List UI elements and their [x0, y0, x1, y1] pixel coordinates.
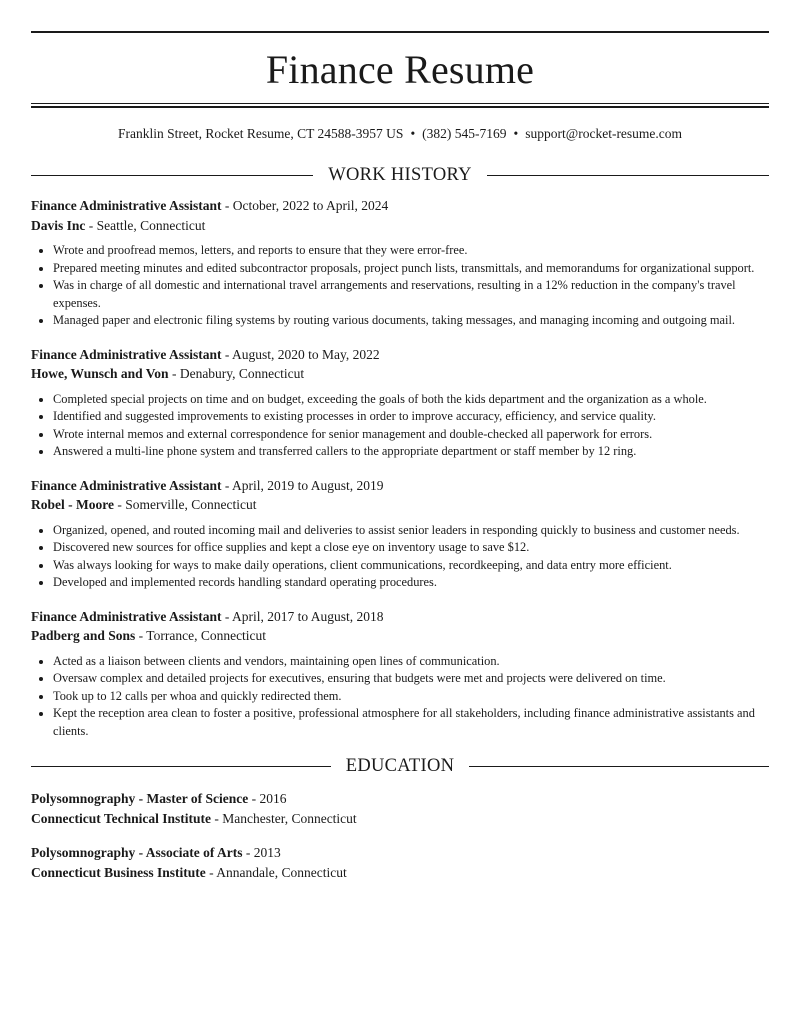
job-bullet: • Acted as a liaison between clients and vendors, maintaining open lines of communication. [53, 653, 769, 671]
job-bullets [31, 653, 769, 741]
job-bullet: • Organized, opened, and routed incoming mail and deliveries to assist senior leaders in responding quickly to business and customer needs. [53, 522, 769, 540]
job-bullet: • Was in charge of all domestic and international travel arrangements and reservations, resulting in a 12% reduction in the company's travel expenses. [53, 277, 769, 312]
job-company-line [31, 495, 769, 515]
job-title-line [31, 607, 769, 627]
job-bullet: • Kept the reception area clean to foster a positive, professional atmosphere for all stakeholders, including finance administrative assistants and clients. [53, 705, 769, 740]
job-dates: - April, 2019 to August, 2019 [221, 477, 384, 493]
job-bullet: • Took up to 12 calls per whoa and quickly redirected them. [53, 688, 769, 706]
education-entry [31, 843, 769, 882]
job-company: Howe, Wunsch and Von [31, 366, 169, 381]
title-divider [31, 103, 769, 108]
job-entry [31, 607, 769, 741]
section-title: EDUCATION [345, 756, 455, 776]
degree: Polysomnography - Associate of Arts [31, 845, 243, 860]
job-dates: - October, 2022 to April, 2024 [221, 198, 389, 213]
job-dates: - August, 2020 to May, 2022 [221, 346, 380, 362]
job-bullet: • Oversaw complex and detailed projects for executives, ensuring that budgets were met and projects were delivered on time. [53, 670, 769, 688]
job-bullets [31, 242, 769, 330]
degree: Polysomnography - Master of Science [31, 791, 249, 806]
contact-address: Franklin Street, Rocket Resume, CT 24588-3957 US [117, 126, 404, 141]
heading-rule-right [469, 766, 769, 767]
job-bullets [31, 522, 769, 592]
job-bullet: • Identified and suggested improvements to existing processes in order to improve accuracy, efficiency, and service quality. [53, 408, 769, 426]
work-history-heading [31, 164, 769, 186]
job-bullet: • Completed special projects on time and on budget, exceeding the goals of both the kids department and the organization as a whole. [53, 391, 769, 409]
job-entry [31, 196, 769, 330]
school-line [31, 809, 769, 829]
school: Connecticut Business Institute [31, 864, 206, 880]
job-bullet: • Discovered new sources for office supplies and kept a close eye on inventory usage to save $12. [53, 539, 769, 557]
contact-separator: • [410, 126, 416, 141]
school-location: - Manchester, Connecticut [211, 810, 357, 826]
page-title: Finance Resume [265, 47, 535, 92]
job-bullet: • Wrote internal memos and external correspondence for senior management and double-checked all paperwork for errors. [53, 426, 769, 444]
contact-separator: • [513, 126, 519, 141]
job-bullet: • Prepared meeting minutes and edited subcontractor proposals, project punch lists, transmittals, and memorandums for organizational support. [53, 260, 769, 278]
degree-year: - 2016 [248, 791, 287, 806]
job-company: Robel - Moore [31, 497, 114, 512]
education-heading [31, 755, 769, 777]
job-title-line [31, 345, 769, 365]
heading-rule-right [487, 175, 769, 176]
school-location: - Annandale, Connecticut [205, 864, 347, 880]
job-title: Finance Administrative Assistant [31, 608, 222, 624]
school-line [31, 863, 769, 883]
job-company-line [31, 626, 769, 646]
top-divider [31, 31, 769, 33]
job-title-line [31, 476, 769, 496]
contact-phone: (382) 545-7169 [422, 126, 507, 141]
job-location: - Somerville, Connecticut [113, 497, 257, 512]
resume-page [31, 0, 769, 882]
job-bullet: • Answered a multi-line phone system and transferred callers to the appropriate department or staff member by 12 ring. [53, 443, 769, 461]
section-title: WORK HISTORY [328, 165, 472, 185]
job-location: - Denabury, Connecticut [168, 366, 305, 381]
job-company-line [31, 364, 769, 384]
job-entry [31, 476, 769, 592]
job-bullets [31, 391, 769, 461]
contact-line [31, 125, 769, 143]
job-title: Finance Administrative Assistant [31, 198, 222, 213]
job-title: Finance Administrative Assistant [31, 477, 222, 493]
degree-line [31, 843, 769, 863]
heading-rule-left [31, 175, 313, 176]
heading-rule-left [31, 766, 331, 767]
contact-email: support@rocket-resume.com [525, 126, 683, 141]
job-entry [31, 345, 769, 461]
job-dates: - April, 2017 to August, 2018 [221, 608, 384, 624]
education-entry [31, 789, 769, 828]
job-bullet: • Developed and implemented records handling standard operating procedures. [53, 574, 769, 592]
degree-line [31, 789, 769, 809]
job-title: Finance Administrative Assistant [31, 346, 222, 362]
job-bullet: • Wrote and proofread memos, letters, and reports to ensure that they were error-free. [53, 242, 769, 260]
job-company: Padberg and Sons [31, 628, 136, 643]
job-location: - Seattle, Connecticut [85, 217, 206, 233]
job-title-line [31, 196, 769, 216]
school: Connecticut Technical Institute [31, 810, 212, 826]
job-bullet: • Managed paper and electronic filing systems by routing various documents, taking messages, and managing incoming and outgoing mail. [53, 312, 769, 330]
job-bullet: • Was always looking for ways to make daily operations, client communications, recordkeeping, and data entry more efficient. [53, 557, 769, 575]
job-company: Davis Inc [31, 217, 86, 233]
job-location: - Torrance, Connecticut [135, 628, 267, 643]
job-company-line [31, 216, 769, 236]
degree-year: - 2013 [242, 845, 281, 860]
